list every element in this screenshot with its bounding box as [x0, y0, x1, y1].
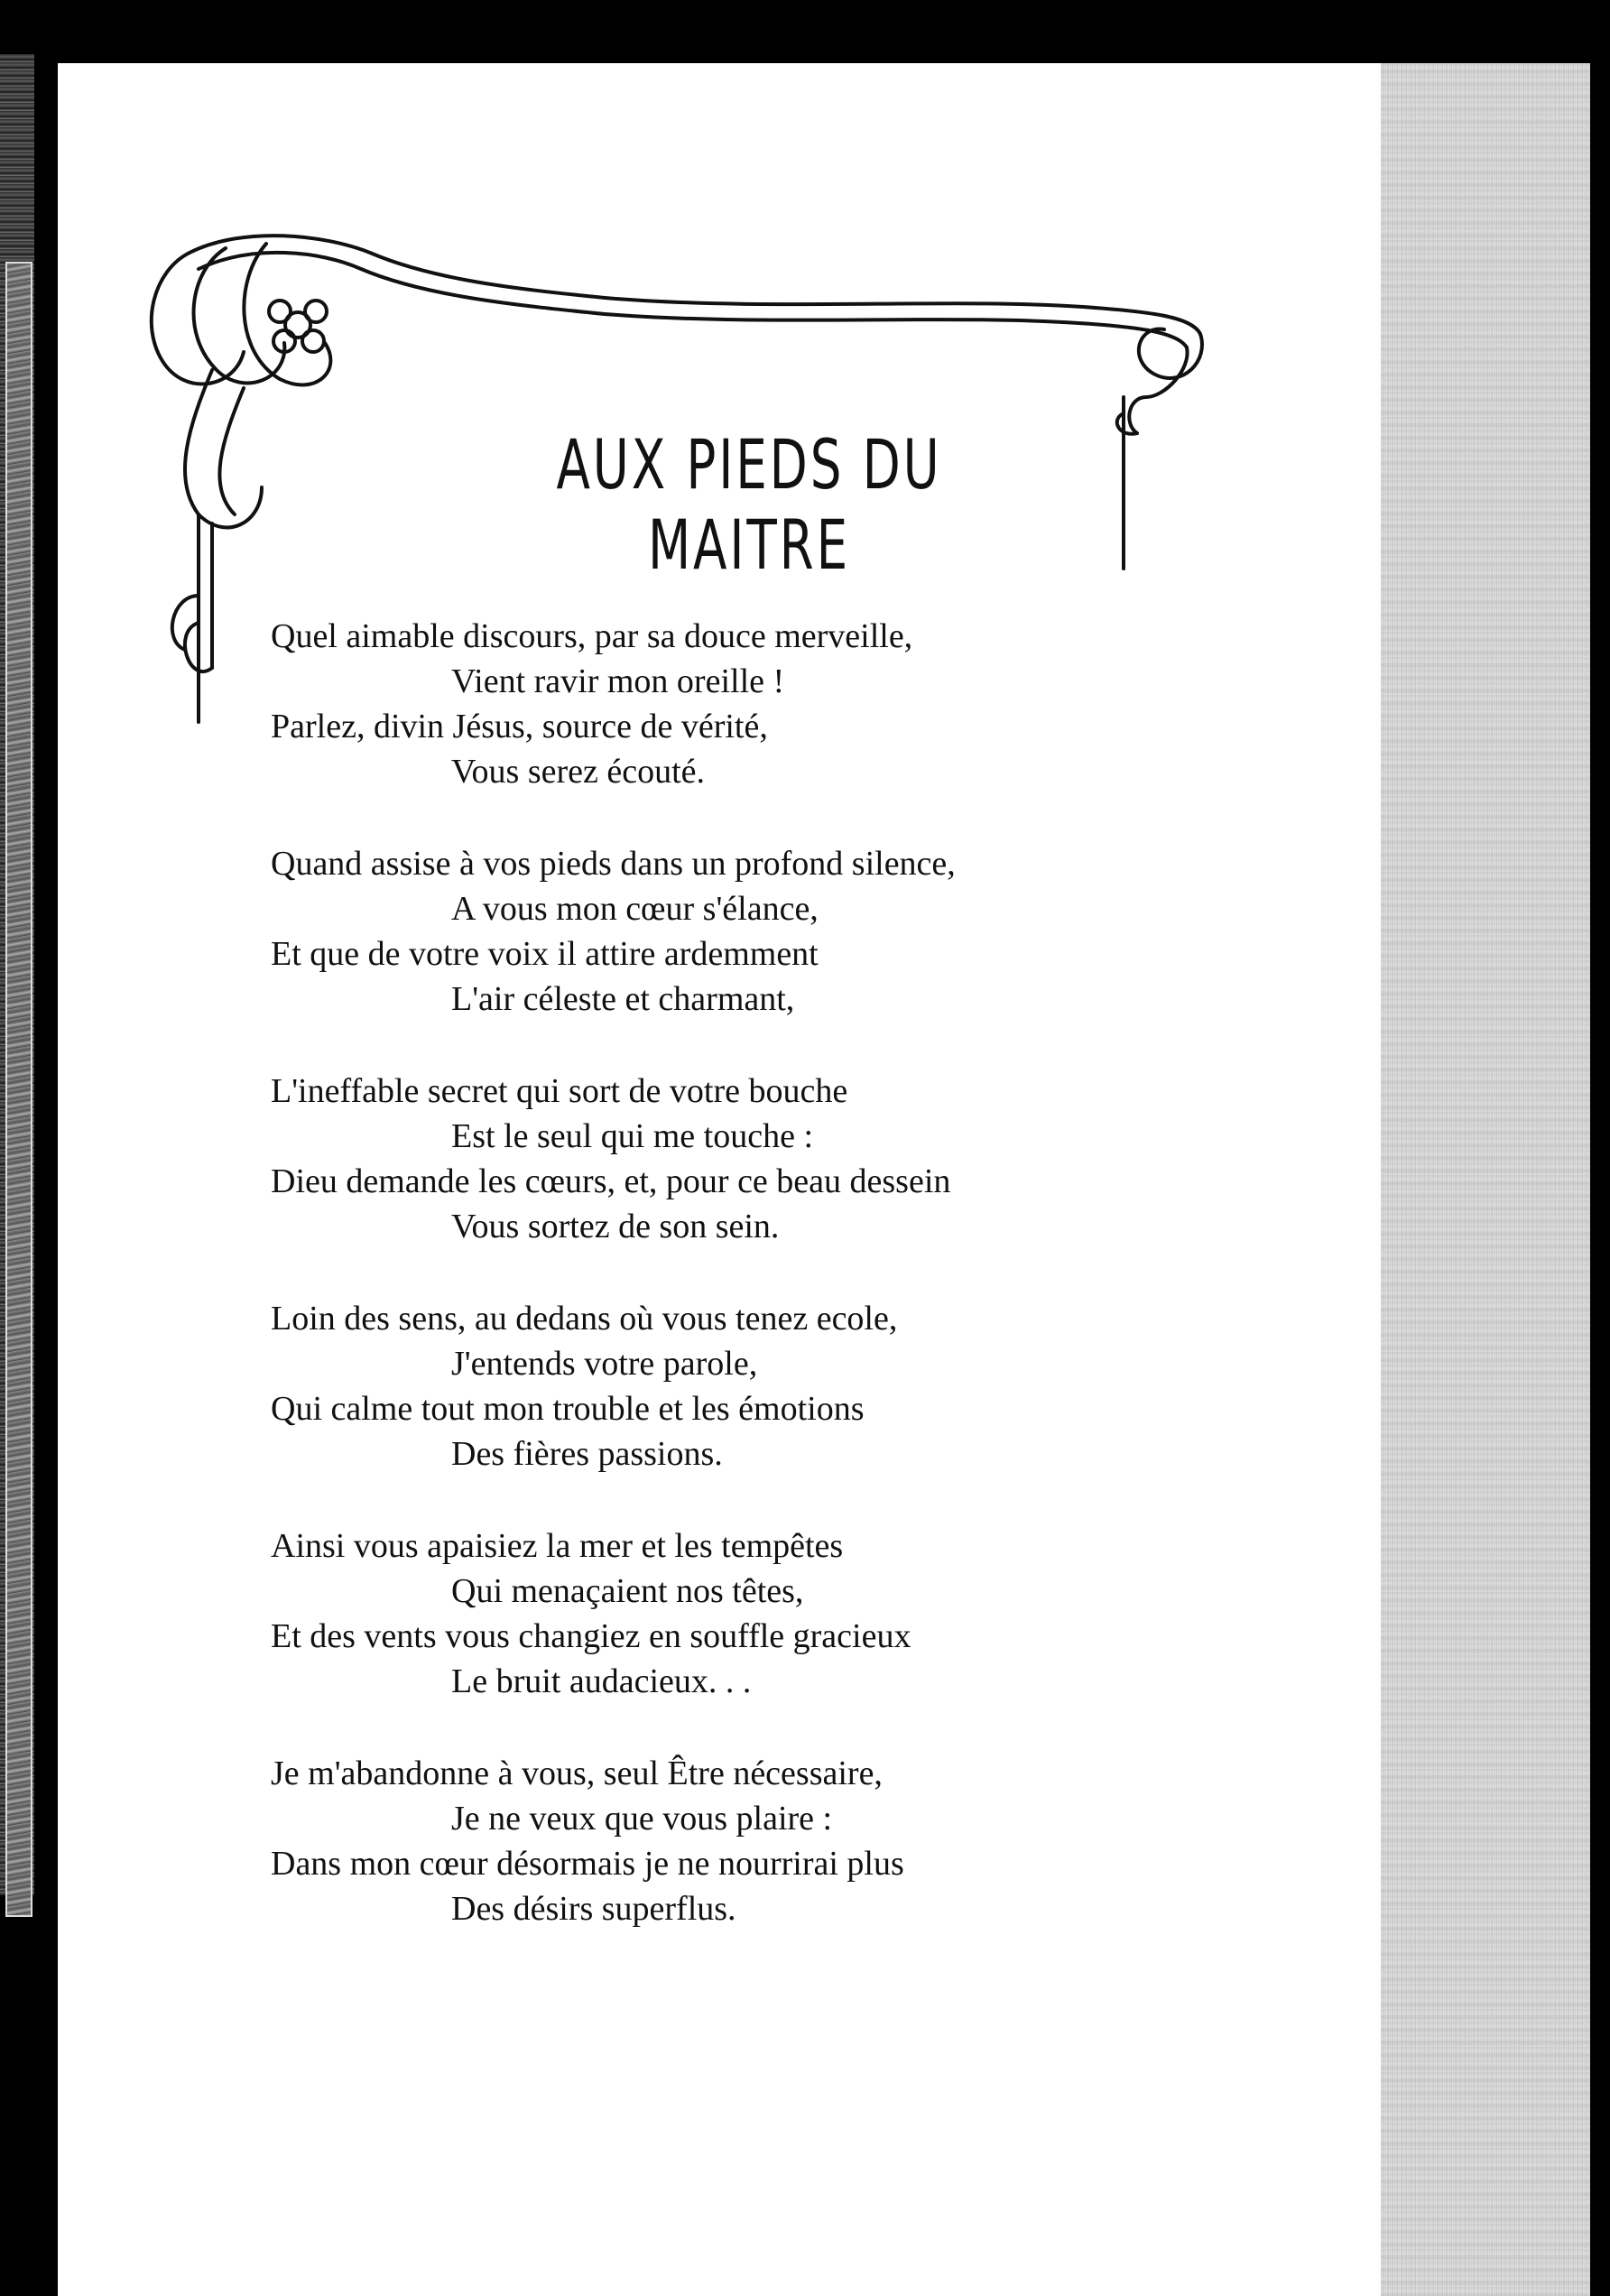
verse-line: Ainsi vous apaisiez la mer et les tempêtes	[271, 1527, 844, 1565]
adjacent-page-edge	[0, 54, 34, 1895]
stanza	[271, 614, 1173, 794]
stanza	[271, 1751, 1173, 1931]
verse-line: Loin des sens, au dedans où vous tenez ecole,	[271, 1300, 898, 1338]
poem-title: AUX PIEDS DU MAITRE	[556, 424, 942, 585]
stanza	[271, 1523, 1173, 1704]
poem-body	[271, 614, 1173, 1978]
verse-line: Dans mon cœur désormais je ne nourrirai plus	[271, 1845, 904, 1883]
verse-line: Des désirs superflus.	[451, 1890, 736, 1928]
verse-line: Vous serez écouté.	[451, 753, 706, 791]
verse-line: J'entends votre parole,	[451, 1345, 758, 1383]
verse-line: Qui calme tout mon trouble et les émotions	[271, 1390, 865, 1428]
verse-line: Le bruit audacieux. . .	[451, 1662, 752, 1700]
verse-line: Parlez, divin Jésus, source de vérité,	[271, 708, 768, 745]
verse-line: A vous mon cœur s'élance,	[451, 890, 819, 928]
verse-line: Et des vents vous changiez en souffle gracieux	[271, 1617, 911, 1655]
verse-line: Je m'abandonne à vous, seul Être nécessaire,	[271, 1754, 883, 1792]
stanza	[271, 841, 1173, 1022]
verse-line: Des fières passions.	[451, 1435, 723, 1473]
verse-line: Dieu demande les cœurs, et, pour ce beau dessein	[271, 1162, 951, 1200]
verse-line: L'ineffable secret qui sort de votre bouche	[271, 1072, 848, 1110]
verse-line: Qui menaçaient nos têtes,	[451, 1572, 804, 1610]
verse-line: Vous sortez de son sein.	[451, 1208, 780, 1245]
verse-line: Quel aimable discours, par sa douce merveille,	[271, 617, 913, 655]
verse-line: L'air céleste et charmant,	[451, 980, 795, 1018]
adjacent-page-illustration	[5, 262, 32, 1917]
book-page-edges	[1381, 63, 1590, 2296]
verse-line: Est le seul qui me touche :	[451, 1117, 814, 1155]
verse-line: Quand assise à vos pieds dans un profond silence,	[271, 845, 956, 883]
stanza	[271, 1296, 1173, 1477]
verse-line: Je ne veux que vous plaire :	[451, 1800, 833, 1838]
verse-line: Et que de votre voix il attire ardemment	[271, 935, 819, 973]
background-edge	[1590, 63, 1610, 2296]
stanza	[271, 1069, 1173, 1249]
verse-line: Vient ravir mon oreille !	[451, 662, 785, 700]
